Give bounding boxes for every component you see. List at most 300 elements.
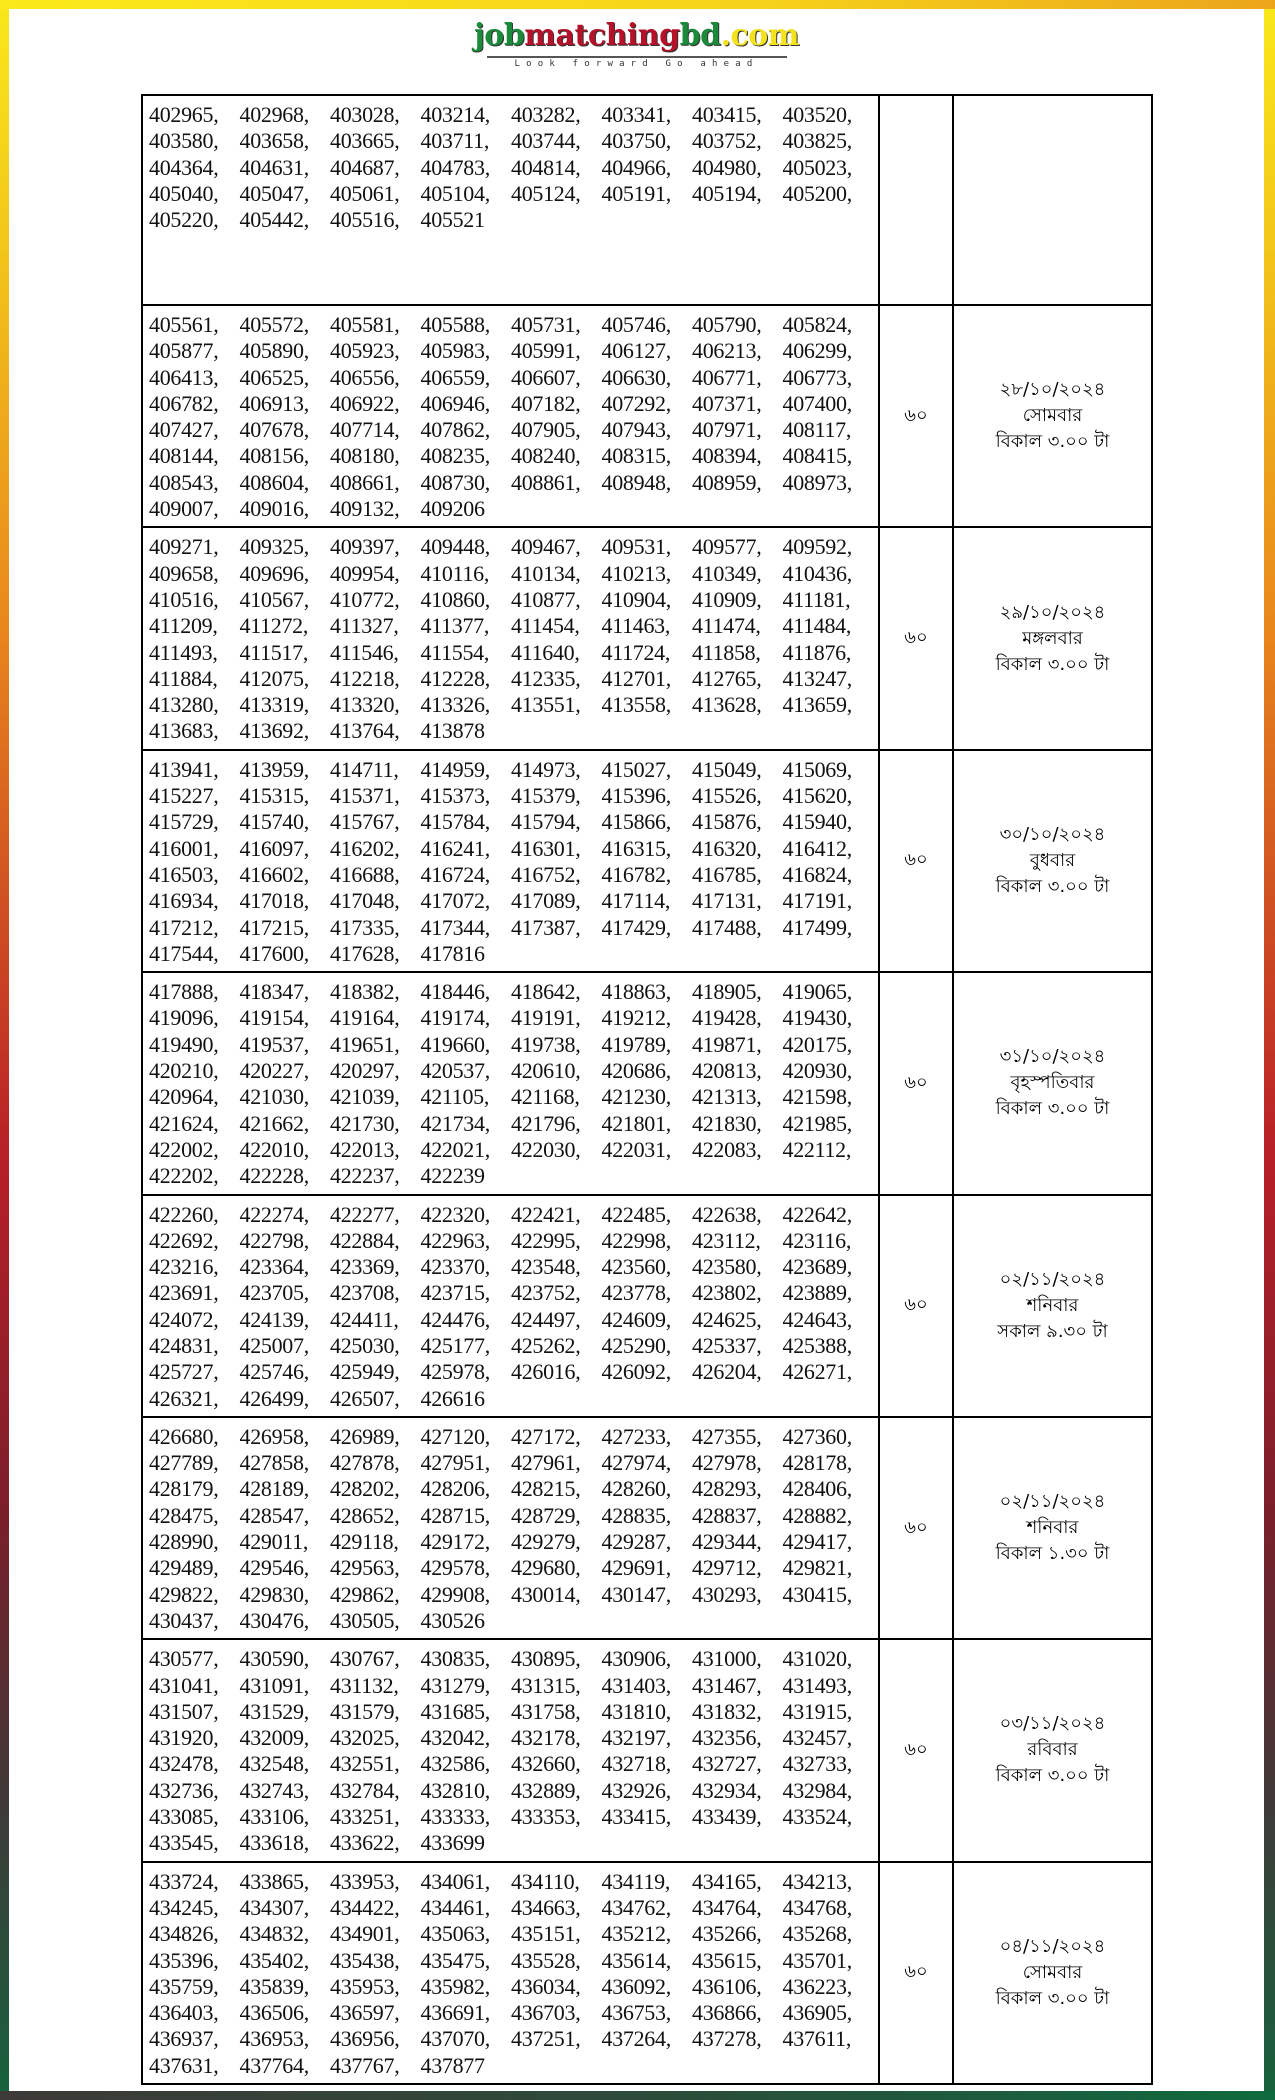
roll-number: 411546, (330, 639, 399, 665)
roll-number: 415526, (692, 783, 762, 809)
roll-number: 418382, (330, 979, 400, 1005)
roll-number: 419651, (330, 1031, 400, 1057)
roll-number: 430906, (601, 1646, 671, 1672)
roll-number: 428547, (239, 1502, 309, 1528)
roll-number: 420537, (420, 1058, 490, 1084)
roll-number: 426616 (420, 1385, 485, 1411)
exam-day: শনিবার (1026, 1294, 1079, 1316)
roll-number: 415373, (420, 783, 490, 809)
roll-number: 415227, (149, 783, 219, 809)
roll-number: 408235, (420, 443, 490, 469)
roll-number: 429822, (149, 1581, 219, 1607)
roll-number: 406127, (601, 338, 671, 364)
roll-number: 435982, (420, 1973, 490, 1999)
roll-number: 411724, (601, 639, 671, 665)
roll-number-list (149, 973, 878, 1193)
roll-number: 423112, (692, 1227, 761, 1253)
roll-number: 415396, (601, 783, 671, 809)
roll-number: 406771, (692, 364, 762, 390)
roll-number: 435839, (239, 1973, 309, 1999)
roll-number: 426680, (149, 1423, 219, 1449)
roll-number: 412335, (511, 665, 581, 691)
roll-number: 408240, (511, 443, 581, 469)
schedule-row (142, 305, 1152, 527)
roll-number: 434768, (782, 1894, 852, 1920)
roll-number: 416315, (601, 835, 671, 861)
schedule-row (142, 1417, 1152, 1639)
roll-number: 406922, (330, 390, 400, 416)
roll-number: 419789, (601, 1031, 671, 1057)
roll-number: 420210, (149, 1058, 219, 1084)
roll-number: 422202, (149, 1163, 219, 1189)
roll-number: 436866, (692, 2000, 762, 2026)
roll-number: 427858, (239, 1450, 309, 1476)
roll-number: 408415, (782, 443, 852, 469)
roll-number: 413941, (149, 756, 219, 782)
roll-number: 430293, (692, 1581, 762, 1607)
roll-number: 408959, (692, 469, 762, 495)
roll-number: 409206 (420, 496, 485, 522)
candidate-count: ৬০ (904, 1738, 928, 1760)
roll-number: 432984, (782, 1777, 852, 1803)
roll-number: 422421, (511, 1201, 581, 1227)
exam-date: ০২/১১/২০২৪ (999, 1491, 1106, 1513)
exam-datetime-cell (953, 1417, 1152, 1639)
roll-number: 415767, (330, 809, 400, 835)
roll-number: 418642, (511, 979, 581, 1005)
roll-number: 422031, (601, 1136, 671, 1162)
roll-number: 427120, (420, 1423, 490, 1449)
roll-number: 416301, (511, 835, 581, 861)
roll-number: 402965, (149, 102, 219, 127)
roll-number: 405731, (511, 312, 581, 337)
roll-number: 406782, (149, 390, 219, 416)
roll-number: 435701, (782, 1947, 852, 1973)
roll-number: 411377, (420, 613, 490, 639)
roll-number: 416241, (420, 835, 490, 861)
roll-number: 430014, (511, 1581, 581, 1607)
roll-number: 427233, (601, 1423, 671, 1449)
exam-time: বিকাল ৩.০০ টা (995, 431, 1110, 453)
roll-number: 423689, (782, 1254, 852, 1280)
schedule-row (142, 972, 1152, 1194)
roll-number: 426271, (782, 1359, 852, 1385)
roll-number: 405890, (239, 338, 309, 364)
roll-number: 421313, (692, 1084, 762, 1110)
exam-datetime-cell (953, 527, 1152, 749)
roll-number: 419428, (692, 1005, 762, 1031)
roll-number: 410567, (239, 586, 309, 612)
roll-number-list (149, 1418, 878, 1638)
roll-number: 417089, (511, 888, 581, 914)
roll-number: 409325, (239, 534, 309, 560)
schedule-row (142, 527, 1152, 749)
roll-number: 437278, (692, 2026, 762, 2052)
candidate-count: ৬০ (904, 627, 928, 649)
candidate-count-cell (879, 95, 953, 305)
roll-numbers-cell (142, 750, 879, 972)
roll-number: 406525, (239, 364, 309, 390)
roll-number: 406773, (782, 364, 852, 390)
roll-number: 416320, (692, 835, 762, 861)
roll-number: 431315, (511, 1672, 581, 1698)
roll-number: 409592, (782, 534, 852, 560)
roll-number: 410904, (601, 586, 671, 612)
schedule-row (142, 95, 1152, 305)
roll-number: 432810, (420, 1777, 490, 1803)
roll-number: 417816 (420, 940, 485, 966)
roll-number: 407862, (420, 417, 490, 443)
roll-number: 436223, (782, 1973, 852, 1999)
exam-day: বৃহস্পতিবার (1010, 1072, 1095, 1094)
roll-number: 428206, (420, 1476, 490, 1502)
roll-number: 423364, (239, 1254, 309, 1280)
roll-number: 412701, (601, 665, 671, 691)
roll-number: 433353, (511, 1804, 581, 1830)
roll-number: 414973, (511, 756, 581, 782)
roll-numbers-cell (142, 1639, 879, 1861)
roll-number: 408543, (149, 469, 219, 495)
logo-wordmark (9, 19, 1264, 53)
roll-number: 429279, (511, 1529, 581, 1555)
roll-number: 423369, (330, 1254, 400, 1280)
roll-number: 403520, (782, 102, 852, 127)
roll-number: 424609, (601, 1306, 671, 1332)
roll-number-list (149, 1640, 878, 1860)
roll-number: 430577, (149, 1646, 219, 1672)
roll-number: 431000, (692, 1646, 762, 1672)
roll-number: 430147, (601, 1581, 671, 1607)
schedule-row (142, 1862, 1152, 2084)
roll-number: 413247, (782, 665, 852, 691)
roll-number: 417429, (601, 914, 671, 940)
roll-number: 434307, (239, 1894, 309, 1920)
roll-number: 409132, (330, 496, 400, 522)
roll-number: 426989, (330, 1423, 400, 1449)
roll-number: 405200, (782, 180, 852, 206)
roll-number: 432743, (239, 1777, 309, 1803)
roll-number: 413959, (239, 756, 309, 782)
candidate-count-cell (879, 305, 953, 527)
roll-number: 434119, (601, 1868, 671, 1894)
roll-number: 405581, (330, 312, 400, 337)
candidate-count: ৬০ (904, 1961, 928, 1983)
roll-number: 404783, (420, 154, 490, 180)
roll-number: 411474, (692, 613, 761, 639)
roll-number: 421730, (330, 1110, 400, 1136)
roll-number: 430505, (330, 1607, 400, 1633)
roll-number: 422030, (511, 1136, 581, 1162)
roll-number: 417600, (239, 940, 309, 966)
roll-number: 421030, (239, 1084, 309, 1110)
roll-number: 422083, (692, 1136, 762, 1162)
roll-number: 427355, (692, 1423, 762, 1449)
roll-number: 416097, (239, 835, 309, 861)
roll-number: 411876, (782, 639, 852, 665)
roll-number: 409531, (601, 534, 671, 560)
roll-number: 416602, (239, 861, 309, 887)
roll-number: 405824, (782, 312, 852, 337)
roll-number: 410436, (782, 560, 852, 586)
roll-number: 415620, (782, 783, 852, 809)
roll-number: 419430, (782, 1005, 852, 1031)
roll-number: 436092, (601, 1973, 671, 1999)
exam-time: বিকাল ১.৩০ টা (995, 1543, 1110, 1565)
roll-number: 417072, (420, 888, 490, 914)
roll-number: 426092, (601, 1359, 671, 1385)
roll-number: 434762, (601, 1894, 671, 1920)
roll-numbers-cell (142, 1195, 879, 1417)
roll-number: 432042, (420, 1725, 490, 1751)
roll-number: 415379, (511, 783, 581, 809)
roll-number: 405047, (239, 180, 309, 206)
roll-number: 411484, (782, 613, 852, 639)
roll-number: 426499, (239, 1385, 309, 1411)
roll-number: 418347, (239, 979, 309, 1005)
exam-day: বুধবার (1029, 849, 1076, 871)
roll-number: 422692, (149, 1227, 219, 1253)
page-frame-top (0, 0, 1275, 9)
roll-number: 431132, (330, 1672, 399, 1698)
roll-number: 415027, (601, 756, 671, 782)
roll-number: 427951, (420, 1450, 490, 1476)
roll-number: 412218, (330, 665, 400, 691)
roll-number: 436403, (149, 2000, 219, 2026)
exam-date: ০২/১১/২০২৪ (999, 1268, 1106, 1290)
roll-number: 428837, (692, 1502, 762, 1528)
logo-part-bd: bd (679, 18, 721, 53)
candidate-count-cell (879, 1417, 953, 1639)
roll-number: 421985, (782, 1110, 852, 1136)
roll-number: 435528, (511, 1947, 581, 1973)
roll-number: 433524, (782, 1804, 852, 1830)
roll-number: 416934, (149, 888, 219, 914)
roll-number: 429578, (420, 1555, 490, 1581)
roll-number: 417628, (330, 940, 400, 966)
roll-number: 431091, (239, 1672, 309, 1698)
roll-number: 403028, (330, 102, 400, 127)
roll-number: 403282, (511, 102, 581, 127)
roll-number: 410116, (420, 560, 490, 586)
roll-number: 417344, (420, 914, 490, 940)
roll-number: 417387, (511, 914, 581, 940)
roll-number: 406299, (782, 338, 852, 364)
roll-number: 433333, (420, 1804, 490, 1830)
candidate-count-cell (879, 972, 953, 1194)
roll-number: 407182, (511, 390, 581, 416)
roll-number: 408315, (601, 443, 671, 469)
exam-date: ২৮/১০/২০২৪ (999, 379, 1106, 401)
roll-number: 412765, (692, 665, 762, 691)
roll-number: 424831, (149, 1332, 219, 1358)
roll-number: 422239 (420, 1163, 485, 1189)
roll-number: 431493, (782, 1672, 852, 1698)
roll-number: 417114, (601, 888, 671, 914)
roll-number: 416001, (149, 835, 219, 861)
roll-number: 429691, (601, 1555, 671, 1581)
roll-number: 434245, (149, 1894, 219, 1920)
exam-datetime-cell (953, 1862, 1152, 2084)
roll-number: 426204, (692, 1359, 762, 1385)
roll-number: 405983, (420, 338, 490, 364)
roll-number: 407400, (782, 390, 852, 416)
roll-number: 425337, (692, 1332, 762, 1358)
roll-number: 414711, (330, 756, 399, 782)
roll-number: 417499, (782, 914, 852, 940)
roll-number: 405790, (692, 312, 762, 337)
roll-number: 403415, (692, 102, 762, 127)
roll-number: 429011, (239, 1529, 309, 1555)
roll-number: 418446, (420, 979, 490, 1005)
schedule-row (142, 1639, 1152, 1861)
roll-number: 425030, (330, 1332, 400, 1358)
roll-numbers-cell (142, 95, 879, 305)
roll-number: 436956, (330, 2026, 400, 2052)
roll-number: 432356, (692, 1725, 762, 1751)
roll-number: 424643, (782, 1306, 852, 1332)
roll-number: 430895, (511, 1646, 581, 1672)
roll-number: 434764, (692, 1894, 762, 1920)
roll-number: 423548, (511, 1254, 581, 1280)
roll-number: 430437, (149, 1607, 219, 1633)
roll-number: 417191, (782, 888, 852, 914)
roll-number: 404966, (601, 154, 671, 180)
roll-number: 415940, (782, 809, 852, 835)
roll-number: 432889, (511, 1777, 581, 1803)
exam-time: বিকাল ৩.০০ টা (995, 653, 1110, 675)
roll-number: 419738, (511, 1031, 581, 1057)
roll-number: 408156, (239, 443, 309, 469)
roll-number: 429908, (420, 1581, 490, 1607)
roll-number: 431020, (782, 1646, 852, 1672)
exam-time: বিকাল ৩.০০ টা (995, 1765, 1110, 1787)
roll-number: 419660, (420, 1031, 490, 1057)
roll-number: 411209, (149, 613, 218, 639)
roll-number: 404631, (239, 154, 309, 180)
roll-number: 405516, (330, 207, 400, 233)
roll-number: 421662, (239, 1110, 309, 1136)
roll-number: 413764, (330, 718, 400, 744)
roll-number: 433622, (330, 1830, 400, 1856)
roll-number: 409271, (149, 534, 219, 560)
roll-number: 413659, (782, 692, 852, 718)
roll-number: 432025, (330, 1725, 400, 1751)
roll-number: 403658, (239, 128, 309, 154)
roll-number: 434832, (239, 1921, 309, 1947)
roll-number: 406913, (239, 390, 309, 416)
roll-number: 407292, (601, 390, 671, 416)
roll-number: 416688, (330, 861, 400, 887)
logo-part-matching: matching (524, 18, 680, 53)
roll-number: 421830, (692, 1110, 762, 1136)
roll-number: 413551, (511, 692, 581, 718)
roll-number: 402968, (239, 102, 309, 127)
candidate-count: ৬০ (904, 849, 928, 871)
roll-number: 432926, (601, 1777, 671, 1803)
roll-number: 423705, (239, 1280, 309, 1306)
roll-number: 435615, (692, 1947, 762, 1973)
roll-number: 433618, (239, 1830, 309, 1856)
exam-time: সকাল ৯.৩০ টা (997, 1320, 1108, 1342)
roll-numbers-cell (142, 972, 879, 1194)
exam-time: বিকাল ৩.০০ টা (995, 1098, 1110, 1120)
roll-number: 417215, (239, 914, 309, 940)
roll-number: 422260, (149, 1201, 219, 1227)
roll-number: 409016, (239, 496, 309, 522)
roll-number: 407943, (601, 417, 671, 443)
roll-number: 433699 (420, 1830, 485, 1856)
roll-number: 408144, (149, 443, 219, 469)
roll-number: 411181, (782, 586, 851, 612)
roll-number: 422112, (782, 1136, 852, 1162)
roll-number: 433953, (330, 1868, 400, 1894)
exam-schedule-table (141, 94, 1153, 2085)
site-logo (9, 19, 1264, 71)
roll-number: 413878 (420, 718, 485, 744)
roll-number: 433865, (239, 1868, 309, 1894)
roll-number: 437611, (782, 2026, 852, 2052)
roll-number: 409467, (511, 534, 581, 560)
roll-number: 405923, (330, 338, 400, 364)
roll-number: 430590, (239, 1646, 309, 1672)
roll-number: 437631, (149, 2052, 219, 2078)
candidate-count-cell (879, 1862, 953, 2084)
roll-number: 406630, (601, 364, 671, 390)
roll-number: 410213, (601, 560, 671, 586)
exam-datetime-cell (953, 1195, 1152, 1417)
roll-number: 423116, (782, 1227, 852, 1253)
roll-number: 431279, (420, 1672, 490, 1698)
roll-number: 422002, (149, 1136, 219, 1162)
roll-number: 405588, (420, 312, 490, 337)
roll-number: 428990, (149, 1529, 219, 1555)
roll-number: 425978, (420, 1359, 490, 1385)
roll-number: 411517, (239, 639, 309, 665)
roll-number: 433724, (149, 1868, 219, 1894)
roll-number: 423580, (692, 1254, 762, 1280)
roll-number: 432551, (330, 1751, 400, 1777)
roll-number: 430415, (782, 1581, 852, 1607)
roll-number: 415049, (692, 756, 762, 782)
roll-number: 425746, (239, 1359, 309, 1385)
roll-number: 410349, (692, 560, 762, 586)
roll-number: 429344, (692, 1529, 762, 1555)
roll-number: 426958, (239, 1423, 309, 1449)
roll-number: 436937, (149, 2026, 219, 2052)
roll-number: 421598, (782, 1084, 852, 1110)
roll-number: 422021, (420, 1136, 490, 1162)
roll-number: 415740, (239, 809, 309, 835)
roll-number: 410877, (511, 586, 581, 612)
roll-number: 416412, (782, 835, 852, 861)
roll-number: 422963, (420, 1227, 490, 1253)
roll-number: 405124, (511, 180, 581, 206)
roll-number: 422277, (330, 1201, 400, 1227)
roll-number: 434663, (511, 1894, 581, 1920)
roll-number: 413280, (149, 692, 219, 718)
roll-number: 410909, (692, 586, 762, 612)
roll-number: 428189, (239, 1476, 309, 1502)
roll-number: 427878, (330, 1450, 400, 1476)
roll-number: 414959, (420, 756, 490, 782)
document-page (9, 9, 1264, 2091)
roll-number: 419154, (239, 1005, 309, 1031)
schedule-row (142, 750, 1152, 972)
roll-number: 412075, (239, 665, 309, 691)
roll-number: 407427, (149, 417, 219, 443)
roll-number: 425388, (782, 1332, 852, 1358)
roll-numbers-cell (142, 527, 879, 749)
